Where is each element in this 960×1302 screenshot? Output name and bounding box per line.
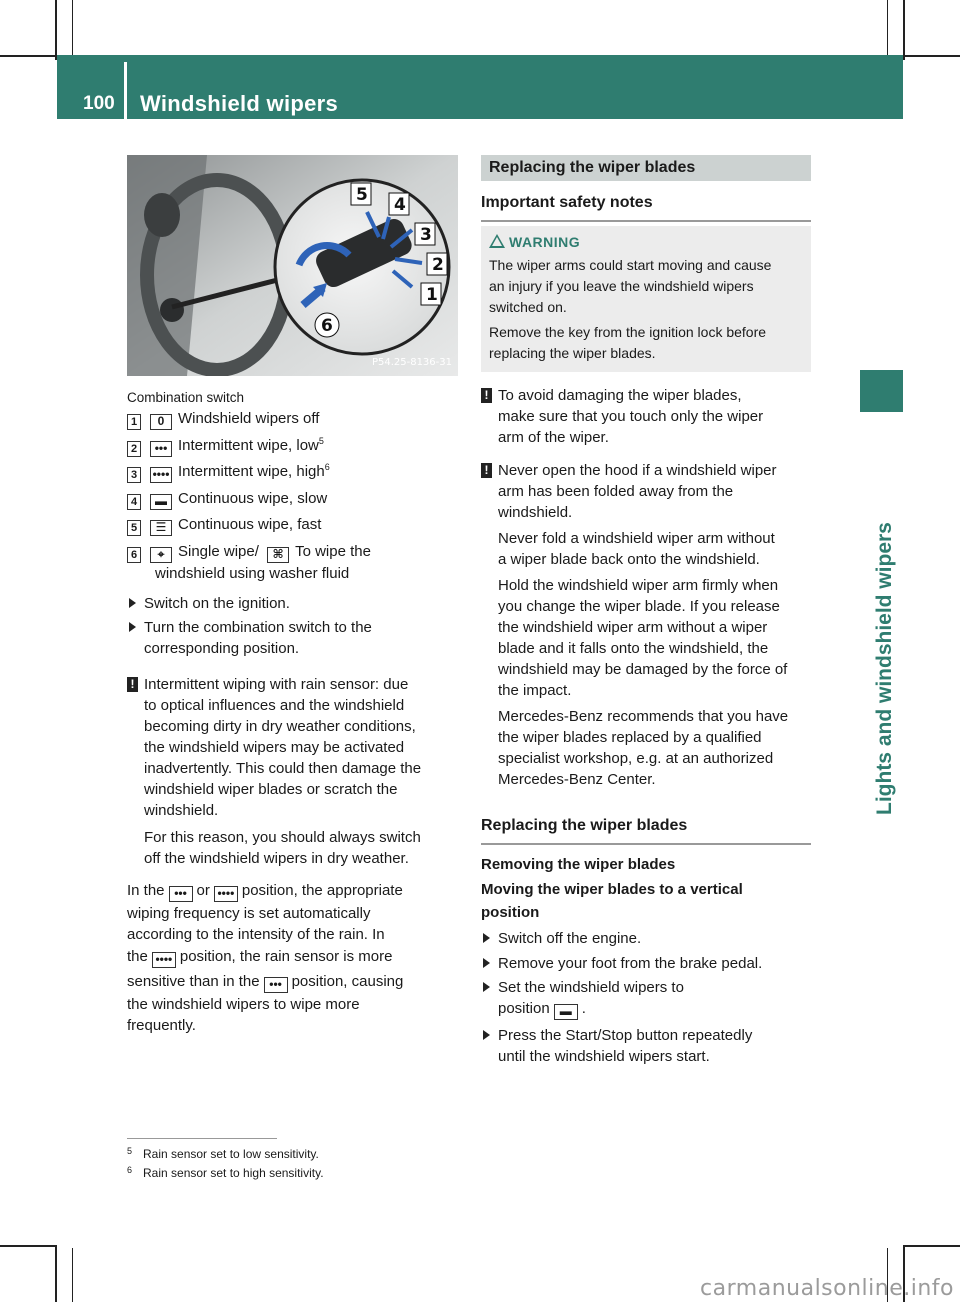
note-line: Hold the windshield wiper arm firmly when (498, 577, 779, 594)
crop-mark (903, 55, 960, 57)
side-tab-text: Lights and windshield wipers (873, 522, 896, 815)
instruction-step: Remove your foot from the brake pedal. (481, 953, 762, 974)
instruction-step (481, 977, 684, 1020)
footnote-divider (127, 1138, 277, 1139)
caution-note (481, 460, 816, 790)
figure-caption: Combination switch (127, 390, 245, 405)
note-line: off the windshield wipers in dry weather. (144, 850, 409, 867)
washer-fluid-icon: ⌘ (267, 547, 289, 563)
side-tab-block (860, 370, 903, 412)
figure-reference: P54.25-8136-31 (371, 357, 452, 368)
note-line: make sure that you touch only the wiper (498, 408, 764, 425)
note-line: To avoid damaging the wiper blades, (498, 387, 742, 404)
note-line: Never fold a windshield wiper arm without (498, 530, 775, 547)
legend-text: To wipe the (295, 543, 371, 560)
step-text: corresponding position. (144, 640, 300, 657)
crop-mark (55, 1245, 57, 1302)
para-line: according to the intensity of the rain. In (127, 926, 385, 943)
key-badge: 4 (127, 494, 141, 510)
note-line: arm of the wiper. (498, 429, 609, 446)
page-number: 100 (83, 93, 115, 114)
para-line: wiping frequency is set automatically (127, 905, 371, 922)
crop-mark (903, 0, 905, 60)
continuous-slow-icon: ▬ (150, 494, 172, 510)
footnote-ref: 5 (318, 436, 324, 446)
replacing-subtitle: Replacing the wiper blades (481, 815, 811, 845)
caution-note (481, 385, 816, 448)
note-line: the impact. (498, 682, 572, 699)
callout-6: 6 (321, 316, 333, 336)
footnote-number: 6 (127, 1165, 133, 1175)
footnote (127, 1164, 324, 1183)
legend-item (127, 541, 371, 563)
note-line: to optical influences and the windshield (144, 697, 405, 714)
note-line: the wiper blades replaced by a qualified (498, 729, 762, 746)
note-line: arm has been folded away from the (498, 483, 734, 500)
callout-1: 1 (426, 285, 438, 305)
note-line: a wiper blade back onto the windshield. (498, 551, 760, 568)
section-title: Replacing the wiper blades (481, 155, 811, 181)
para-text: In the (127, 882, 165, 899)
para-line: the windshield wipers to wipe more (127, 996, 360, 1013)
caution-icon: ! (127, 677, 138, 692)
legend-text: Single wipe/ (178, 543, 259, 560)
continuous-slow-icon: ▬ (554, 1004, 578, 1020)
step-text: Set the windshield wipers to (498, 979, 684, 996)
legend-text: Continuous wipe, slow (178, 490, 328, 507)
note-line: windshield wiper blades or scratch the (144, 781, 398, 798)
note-line: you change the wiper blade. If you release (498, 598, 780, 615)
intermittent-low-icon: ••• (264, 977, 288, 993)
note-line: windshield may be damaged by the force of (498, 661, 788, 678)
intermittent-low-icon: ••• (150, 441, 172, 457)
note-line: inadvertently. This could then damage the (144, 760, 422, 777)
crop-mark (0, 1245, 57, 1247)
legend-text: Intermittent wipe, low (178, 437, 319, 454)
title-line: position (481, 904, 540, 921)
footnote-text: Rain sensor set to high sensitivity. (143, 1166, 324, 1180)
instruction-step (127, 617, 372, 659)
single-wipe-icon: ⌖ (150, 547, 172, 563)
key-badge: 6 (127, 547, 141, 563)
footnotes (127, 1145, 324, 1183)
callout-4: 4 (394, 195, 406, 215)
instruction-step: Switch on the ignition. (127, 593, 290, 614)
para-text: or (196, 882, 210, 899)
para-line: frequently. (127, 1017, 196, 1034)
note-line: For this reason, you should always switch (144, 829, 421, 846)
note-line: becoming dirty in dry weather conditions, (144, 718, 416, 735)
footnote-ref: 6 (324, 462, 330, 472)
crop-mark (55, 0, 57, 60)
callout-2: 2 (432, 255, 444, 275)
wiper-off-icon: 0 (150, 414, 172, 430)
note-line: Never open the hood if a windshield wiper (498, 462, 777, 479)
legend-item (127, 461, 330, 483)
continuous-fast-icon: ☰ (150, 520, 172, 536)
warning-line: replacing the wiper blades. (489, 345, 656, 361)
crop-mark (903, 1245, 960, 1247)
step-text: . (581, 1000, 586, 1017)
key-badge: 5 (127, 520, 141, 536)
note-line: blade and it falls onto the windshield, the (498, 640, 769, 657)
footnote (127, 1145, 324, 1164)
note-line: specialist workshop, e.g. at an authorized (498, 750, 774, 767)
intermittent-high-icon: •••• (150, 467, 172, 483)
key-badge: 1 (127, 414, 141, 430)
instruction-step (481, 1025, 752, 1067)
removing-title: Removing the wiper blades (481, 856, 676, 873)
title-line: Moving the wiper blades to a vertical (481, 881, 743, 898)
note-line: windshield. (144, 802, 219, 819)
legend-item-continued: windshield using washer fluid (155, 565, 350, 582)
note-line: windshield. (498, 504, 573, 521)
combination-switch-illustration (127, 155, 458, 376)
key-badge: 3 (127, 467, 141, 483)
warning-title (489, 232, 803, 253)
step-text: Turn the combination switch to the (144, 619, 372, 636)
para-text: the (127, 948, 148, 965)
warning-box (481, 226, 811, 372)
page-title: Windshield wipers (140, 91, 339, 116)
warning-line: switched on. (489, 299, 567, 315)
note-line: Intermittent wiping with rain sensor: due (144, 676, 409, 693)
legend-text: Intermittent wipe, high (178, 463, 325, 480)
safety-notes-title: Important safety notes (481, 192, 811, 222)
step-text: until the windshield wipers start. (498, 1048, 710, 1065)
caution-note (127, 674, 462, 869)
intermittent-high-icon: •••• (152, 952, 176, 968)
note-line: the windshield wipers may be activated (144, 739, 405, 756)
instruction-step: Switch off the engine. (481, 928, 641, 949)
legend-item (127, 488, 327, 510)
legend-item (127, 408, 319, 430)
footnote-text: Rain sensor set to low sensitivity. (143, 1147, 319, 1161)
para-text: sensitive than in the (127, 973, 260, 990)
intermittent-low-icon: ••• (169, 886, 193, 902)
callout-5: 5 (356, 185, 368, 205)
para-text: position, causing (291, 973, 404, 990)
footnote-number: 5 (127, 1146, 133, 1156)
step-text: Press the Start/Stop button repeatedly (498, 1027, 753, 1044)
callout-3: 3 (420, 225, 432, 245)
crop-mark (72, 0, 73, 56)
legend-item (127, 514, 321, 536)
crop-mark (72, 1248, 73, 1302)
watermark: carmanualsonline.info (700, 1276, 954, 1301)
warning-label: WARNING (509, 234, 581, 250)
moving-title (481, 878, 811, 924)
crop-mark (887, 0, 888, 56)
warning-line: The wiper arms could start moving and cause (489, 257, 772, 273)
legend-text: Windshield wipers off (178, 410, 320, 427)
note-line: Mercedes-Benz recommends that you have (498, 708, 789, 725)
warning-text (489, 255, 803, 364)
intermittent-high-icon: •••• (214, 886, 238, 902)
warning-line: an injury if you leave the windshield wipers (489, 278, 754, 294)
note-line: Mercedes-Benz Center. (498, 771, 656, 788)
key-badge: 2 (127, 441, 141, 457)
para-text: position, the rain sensor is more (179, 948, 393, 965)
note-line: the windshield wiper arm without a wiper (498, 619, 768, 636)
caution-icon: ! (481, 463, 492, 478)
rain-sensor-paragraph (127, 880, 462, 1036)
legend-text: Continuous wipe, fast (178, 516, 322, 533)
legend-item (127, 435, 324, 457)
para-text: position, the appropriate (241, 882, 403, 899)
side-tab-label (864, 415, 906, 815)
step-text: position (498, 1000, 550, 1017)
warning-line: Remove the key from the ignition lock before (489, 324, 767, 340)
warning-triangle-icon (489, 234, 505, 248)
caution-icon: ! (481, 388, 492, 403)
crop-mark (0, 55, 57, 57)
